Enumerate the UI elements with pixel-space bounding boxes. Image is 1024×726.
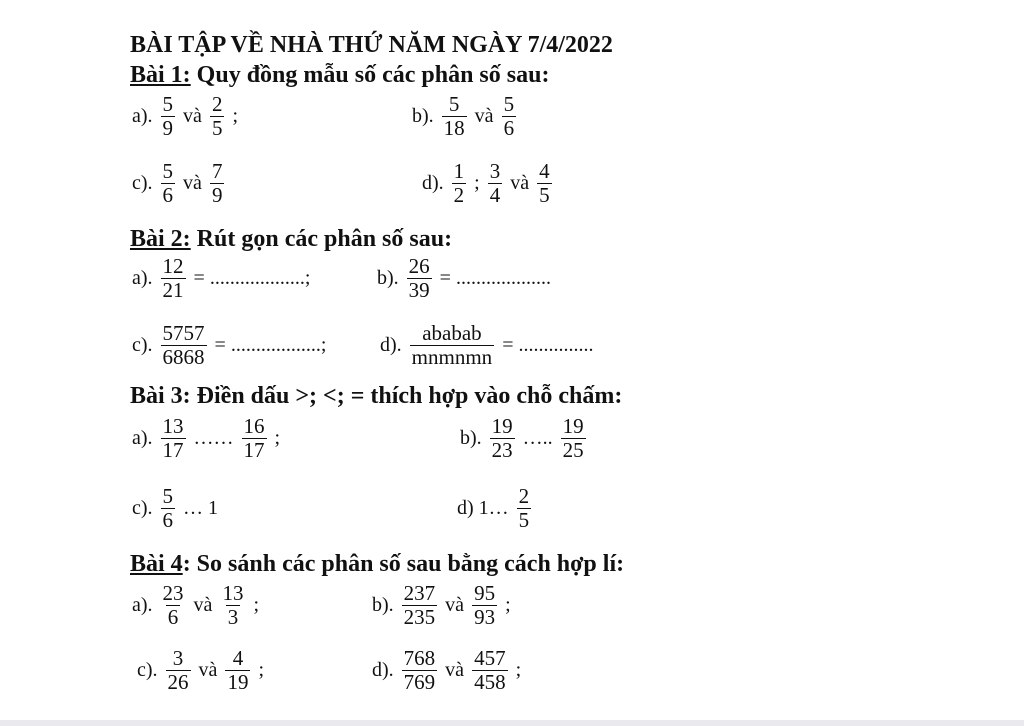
fraction (442, 93, 467, 140)
denominator: 93 (474, 605, 496, 629)
numerator: ababab (422, 321, 482, 345)
problem-label: a). (132, 267, 153, 289)
page-title: BÀI TẬP VỀ NHÀ THỨ NĂM NGÀY 7/4/2022 (130, 32, 613, 58)
problem-text: và (183, 172, 202, 194)
denominator: 25 (562, 438, 584, 462)
numerator: 3 (489, 159, 501, 183)
problem-text: = ............... (502, 334, 594, 356)
numerator: 19 (491, 414, 513, 438)
section-1-label: Bài 1: (130, 62, 191, 88)
denominator: 39 (408, 278, 430, 302)
problem-text: và (445, 594, 465, 616)
denominator: 769 (403, 670, 436, 694)
section-4-text: : So sánh các phân số sau bằng cách hợp lí: (182, 551, 625, 577)
problem-3b (458, 415, 592, 462)
problem-2d (378, 322, 595, 369)
problem-text: ; (258, 659, 264, 681)
problem-label: d) 1… (457, 497, 509, 519)
fraction (161, 255, 186, 302)
fraction (537, 160, 552, 207)
numerator: 2 (518, 484, 530, 508)
numerator: 13 (162, 414, 184, 438)
problem-text: …… (193, 427, 234, 449)
problem-text: ; (474, 172, 480, 194)
fraction (517, 485, 532, 532)
problem-2a (130, 255, 312, 302)
numerator: 237 (403, 581, 436, 605)
numerator: 5 (162, 92, 174, 116)
denominator: 458 (474, 670, 506, 694)
section-4-label: Bài 4 (130, 551, 183, 577)
fraction (161, 485, 176, 532)
numerator: 12 (162, 254, 184, 278)
page-bottom-edge (0, 720, 1024, 726)
denominator: 235 (403, 605, 436, 629)
problem-3c (130, 485, 220, 532)
problem-4b (370, 582, 513, 629)
section-2-text: Rút gọn các phân số sau: (190, 226, 453, 252)
fraction (161, 160, 176, 207)
problem-text: và (510, 172, 530, 194)
numerator: 13 (222, 581, 244, 605)
fraction (161, 322, 207, 369)
problem-label: b). (412, 105, 434, 127)
section-3-heading (130, 382, 622, 410)
fraction (561, 415, 586, 462)
problem-text: = ..................; (214, 334, 327, 356)
section-3-text: Bài 3: Điền dấu >; <; = thích hợp vào chỗ chấm: (130, 383, 623, 409)
denominator: 6 (167, 605, 179, 629)
problem-2b (375, 255, 553, 302)
numerator: 19 (562, 414, 584, 438)
problem-4a (130, 582, 261, 629)
problem-4c (135, 647, 266, 694)
denominator: 4 (489, 183, 501, 207)
problem-text: và (474, 105, 494, 127)
section-1-heading (130, 61, 549, 89)
problem-text: ; (232, 105, 238, 127)
fraction (161, 93, 176, 140)
section-4-heading (130, 550, 624, 578)
denominator: 21 (162, 278, 184, 302)
denominator: 5 (518, 508, 530, 532)
problem-text: ; (253, 594, 259, 616)
numerator: 5 (162, 484, 174, 508)
denominator: 17 (162, 438, 184, 462)
fraction (210, 160, 225, 207)
problem-label: d). (380, 334, 402, 356)
problem-label: b). (377, 267, 399, 289)
fraction (161, 582, 186, 629)
fraction (472, 582, 497, 629)
fraction (407, 255, 432, 302)
fraction (452, 160, 467, 207)
numerator: 5 (162, 159, 174, 183)
problem-label: b). (372, 594, 394, 616)
numerator: 457 (474, 646, 506, 670)
problem-1c (130, 160, 230, 207)
numerator: 2 (211, 92, 223, 116)
denominator: 6868 (162, 345, 205, 369)
fraction (472, 647, 508, 694)
denominator: 9 (162, 116, 174, 140)
denominator: 26 (167, 670, 189, 694)
denominator: 6 (162, 508, 174, 532)
problem-text: và (198, 659, 218, 681)
denominator: 5 (211, 116, 223, 140)
problem-1b (410, 93, 522, 140)
problem-text: … 1 (183, 497, 219, 519)
numerator: 5757 (162, 321, 205, 345)
denominator: 5 (539, 183, 550, 207)
denominator: 2 (453, 183, 465, 207)
denominator: 6 (162, 183, 174, 207)
fraction (242, 415, 267, 462)
fraction (161, 415, 186, 462)
fraction (402, 647, 438, 694)
problem-text: và (193, 594, 213, 616)
section-2-label: Bài 2: (130, 226, 191, 252)
numerator: 23 (162, 581, 184, 605)
problem-text: và (183, 105, 202, 127)
problem-label: c). (132, 334, 153, 356)
fraction (502, 93, 517, 140)
numerator: 4 (232, 646, 244, 670)
numerator: 4 (539, 159, 550, 183)
section-2-heading (130, 225, 452, 253)
fraction (225, 647, 250, 694)
problem-text: = ................... (439, 267, 551, 289)
denominator: mnmnmn (411, 345, 493, 369)
fraction (488, 160, 503, 207)
fraction (490, 415, 515, 462)
problem-text: ; (515, 659, 522, 681)
numerator: 768 (403, 646, 436, 670)
problem-label: d). (372, 659, 394, 681)
denominator: 3 (227, 605, 239, 629)
numerator: 16 (243, 414, 265, 438)
denominator: 6 (503, 116, 515, 140)
fraction (210, 93, 225, 140)
problem-label: d). (422, 172, 444, 194)
problem-4d (370, 647, 523, 694)
problem-label: c). (132, 172, 153, 194)
problem-3a (130, 415, 282, 462)
denominator: 19 (227, 670, 249, 694)
numerator: 5 (448, 92, 460, 116)
denominator: 17 (243, 438, 265, 462)
numerator: 7 (211, 159, 223, 183)
denominator: 9 (211, 183, 223, 207)
fraction (402, 582, 438, 629)
numerator: 95 (474, 581, 496, 605)
problem-1d (420, 160, 558, 207)
problem-text: = ...................; (193, 267, 311, 289)
denominator: 23 (491, 438, 513, 462)
problem-text: ; (505, 594, 511, 616)
problem-2c (130, 322, 328, 369)
numerator: 5 (503, 92, 515, 116)
section-1-text: Quy đồng mẫu số các phân số sau: (190, 62, 550, 88)
problem-text: ….. (522, 427, 553, 449)
problem-label: c). (132, 497, 153, 519)
problem-label: a). (132, 105, 153, 127)
numerator: 3 (172, 646, 184, 670)
problem-text: ; (274, 427, 281, 449)
fraction (410, 322, 495, 369)
problem-label: a). (132, 427, 153, 449)
denominator: 18 (443, 116, 465, 140)
numerator: 26 (408, 254, 430, 278)
numerator: 1 (453, 159, 465, 183)
fraction (166, 647, 191, 694)
problem-label: b). (460, 427, 482, 449)
problem-label: a). (132, 594, 153, 616)
problem-label: c). (137, 659, 158, 681)
fraction (220, 582, 245, 629)
problem-1a (130, 93, 240, 140)
problem-text: và (445, 659, 465, 681)
problem-3d (455, 485, 537, 532)
